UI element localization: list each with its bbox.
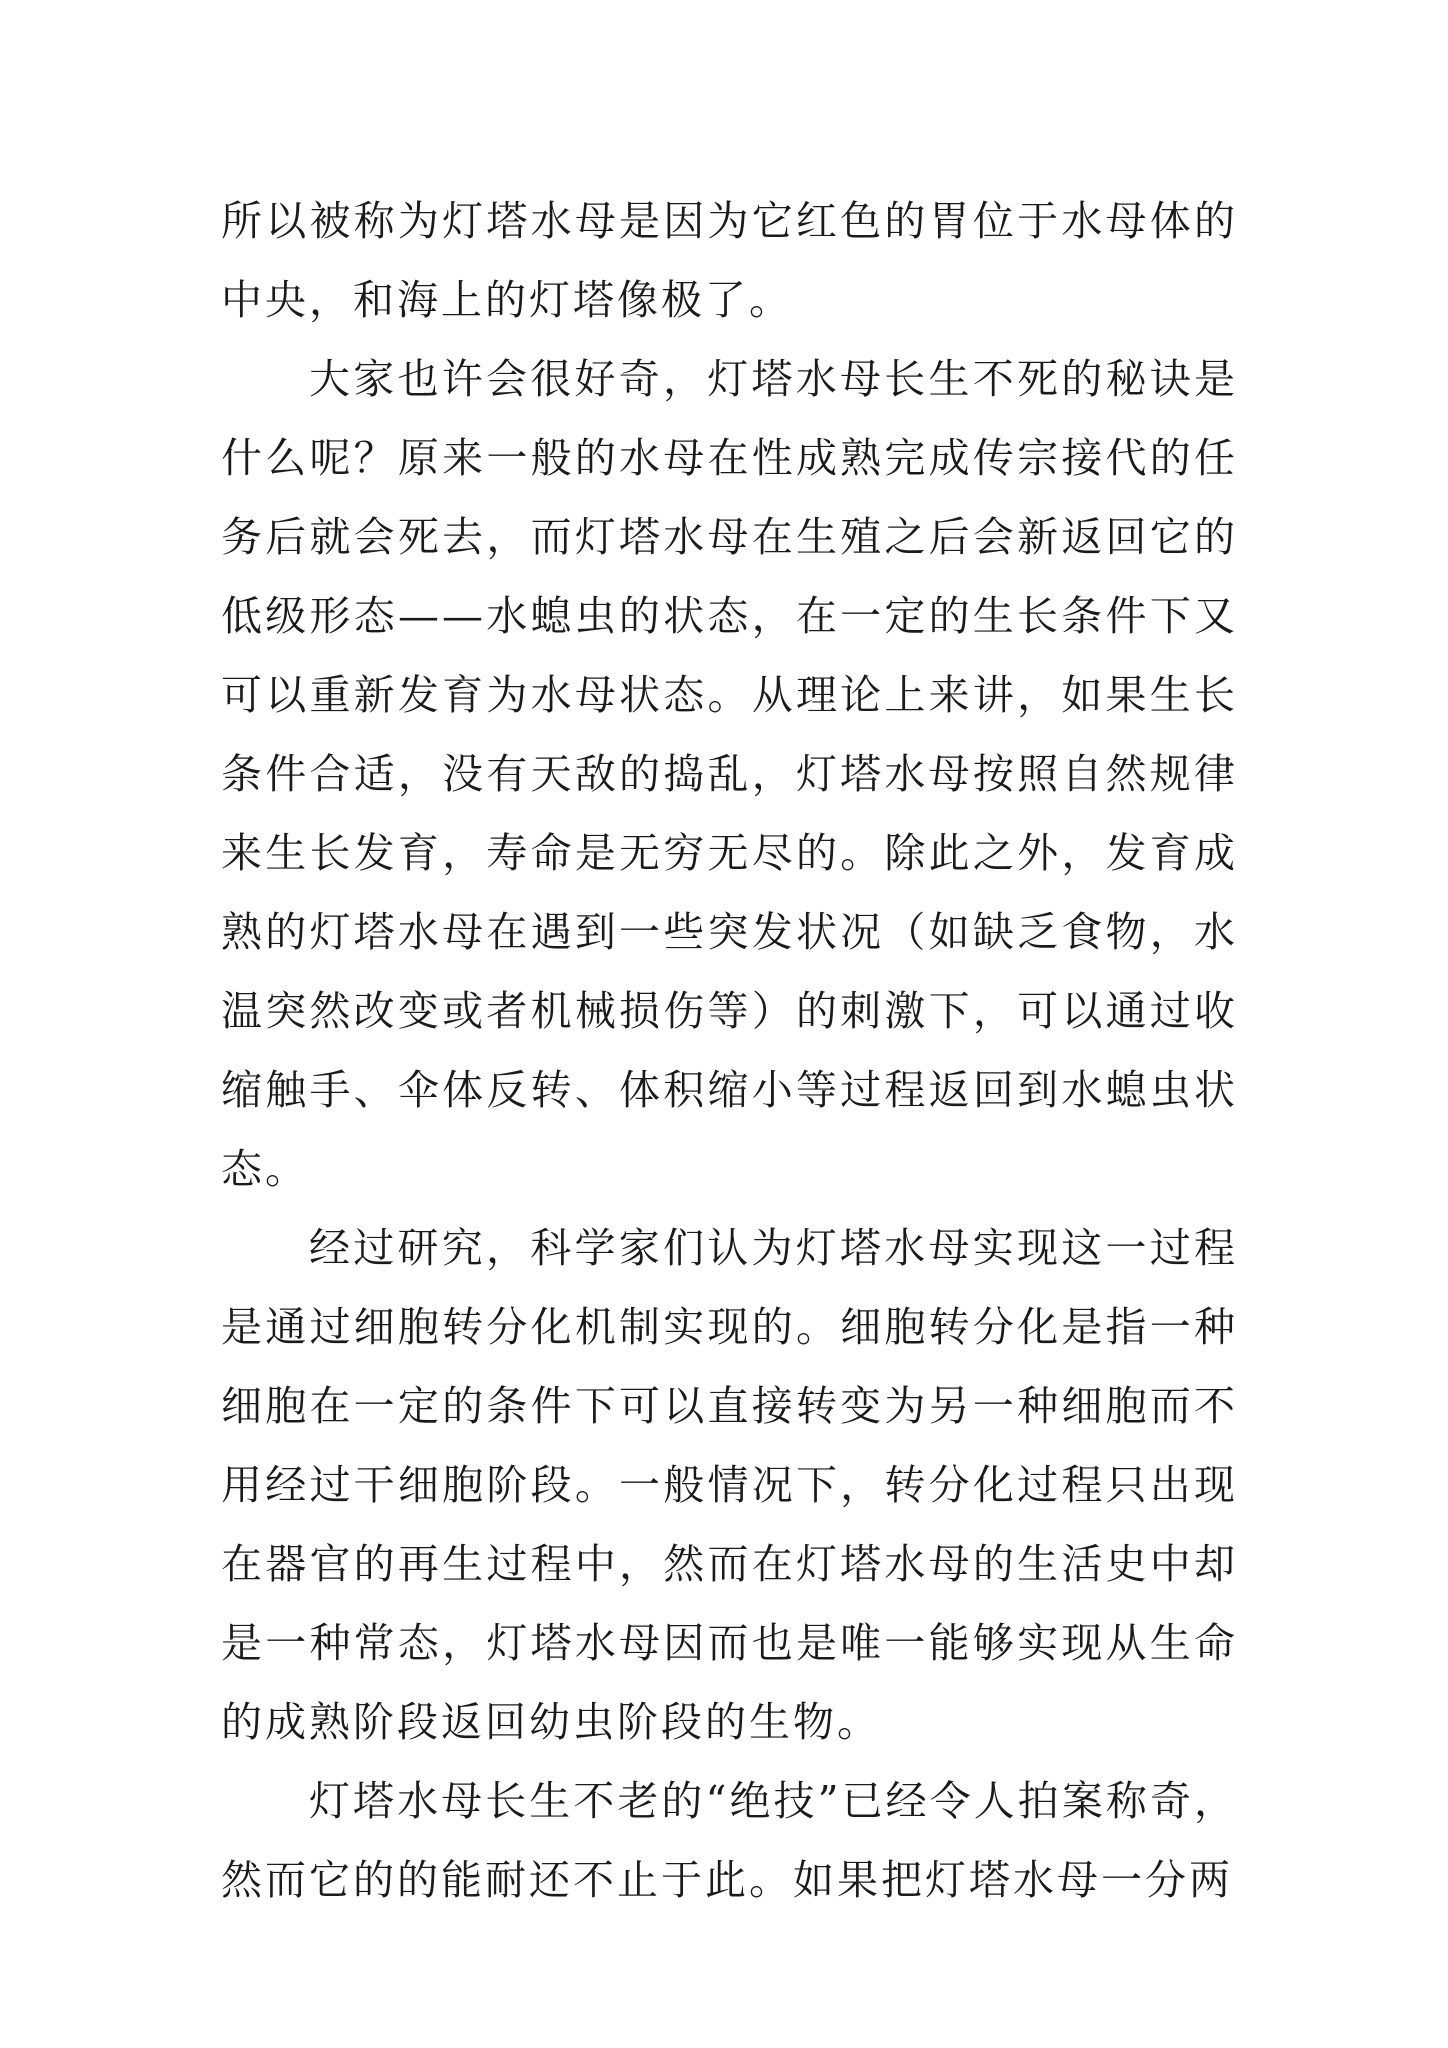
paragraph-immortality-secret: 大家也许会很好奇，灯塔水母长生不死的秘诀是什么呢？原来一般的水母在性成熟完成传宗接代的任务后就会死去，而灯塔水母在生殖之后会新返回它的低级形态——水螅虫的状态，在一定的生长条件下又可以重新发育为水母状态。从理论上来讲，如果生长条件合适，没有天敌的捣乱，灯塔水母按照自然规律来生长发育，寿命是无穷无尽的。除此之外，发育成熟的灯塔水母在遇到一些突发状况（如缺乏食物，水温突然改变或者机械损伤等）的刺激下，可以通过收缩触手、伞体反转、体积缩小等过程返回到水螅虫状态。: [221, 355, 1238, 1193]
paragraph-continuation: 所以被称为灯塔水母是因为它红色的胃位于水母体的中央，和海上的灯塔像极了。: [221, 197, 1238, 324]
paragraph-abilities: 灯塔水母长生不老的“绝技”已经令人拍案称奇，然而它的的能耐还不止于此。如果把灯塔水母一分两: [221, 1777, 1238, 1904]
paragraph-transdifferentiation: 经过研究，科学家们认为灯塔水母实现这一过程是通过细胞转分化机制实现的。细胞转分化是指一种细胞在一定的条件下可以直接转变为另一种细胞而不用经过干细胞阶段。一般情况下，转分化过程只出现在器官的再生过程中，然而在灯塔水母的生活史中却是一种常态，灯塔水母因而也是唯一能够实现从生命的成熟阶段返回幼虫阶段的生物。: [221, 1224, 1238, 1746]
body-text: [221, 182, 1238, 1920]
